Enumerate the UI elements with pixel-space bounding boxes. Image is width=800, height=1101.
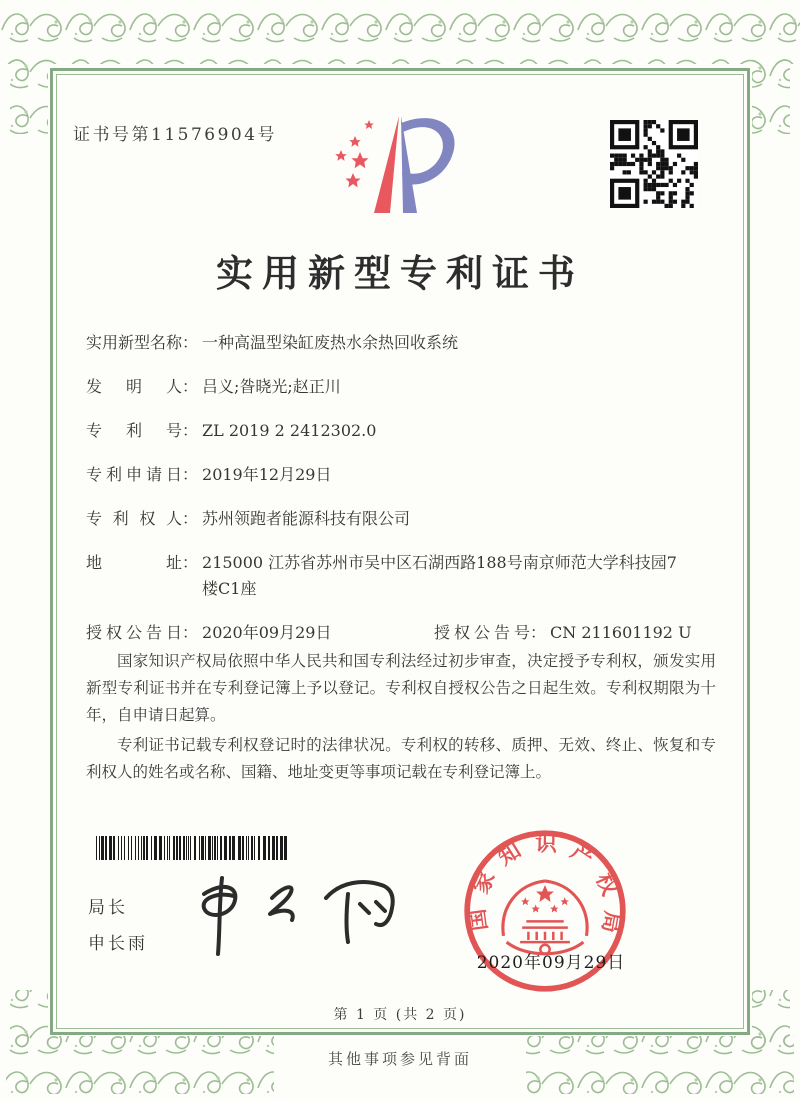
legal-text (86, 648, 716, 789)
svg-text:国家知识产权局 (465, 832, 625, 935)
legal-paragraph: 专利证书记载专利权登记时的法律状况。专利权的转移、质押、无效、终止、恢复和专利权人的姓名或名称、国籍、地址变更等事项记载在专利登记簿上。 (86, 736, 716, 781)
seal-date: 2020年09月29日 (476, 953, 626, 973)
grant-date-value: 2020年09月29日 (202, 623, 332, 642)
certificate-title: 实用新型专利证书 (216, 251, 584, 295)
field-row-name: 实用新型名称： 一种高温型染缸废热水余热回收系统 (86, 330, 722, 356)
field-row-filing-date: 专利申请日： 2019年12月29日 (86, 462, 722, 488)
field-row-address: 地址： 215000 江苏省苏州市吴中区石湖西路188号南京师范大学科技园7楼C1座 (86, 550, 722, 602)
cnipa-logo-icon (333, 111, 473, 217)
field-value: 吕义;昝晓光;赵正川 (202, 377, 341, 396)
field-label: 专利号 (86, 421, 182, 440)
field-row-inventors: 发明人： 吕义;昝晓光;赵正川 (86, 374, 722, 400)
field-label: 发明人 (86, 377, 182, 396)
field-label: 专利权人 (86, 509, 182, 528)
field-row-grant: 授权公告日： 2020年09月29日 授权公告号： CN 211601192 U (86, 620, 722, 646)
certificate-fields (86, 330, 722, 664)
field-label: 专利申请日 (86, 465, 182, 484)
field-row-patent-no: 专利号： ZL 2019 2 2412302.0 (86, 418, 722, 444)
grant-no-value: CN 211601192 U (550, 623, 692, 642)
director-block (88, 893, 148, 965)
field-label: 授权公告日 (86, 623, 182, 642)
footer-note: 其他事项参见背面 (327, 1050, 472, 1068)
director-name: 申长雨 (88, 934, 148, 954)
seal-text: 国家知识产权局 (465, 831, 625, 935)
barcode (94, 836, 290, 860)
certificate-number: 证书号第11576904号 (73, 125, 278, 145)
field-label: 实用新型名称 (86, 333, 183, 352)
director-title: 局长 (88, 898, 128, 918)
field-row-patentee: 专利权人： 苏州领跑者能源科技有限公司 (86, 506, 722, 532)
qr-code (610, 120, 698, 208)
page-number: 第 1 页 (共 2 页) (333, 1007, 467, 1023)
field-value: 一种高温型染缸废热水余热回收系统 (202, 333, 459, 352)
director-signature-icon (188, 864, 403, 960)
field-label: 地址 (86, 553, 182, 572)
field-value: 苏州领跑者能源科技有限公司 (202, 509, 411, 528)
legal-paragraph: 国家知识产权局依照中华人民共和国专利法经过初步审查，决定授予专利权，颁发实用新型专利证书并在专利登记簿上予以登记。专利权自授权公告之日起生效。专利权期限为十年，自申请日起算。 (86, 652, 716, 724)
field-value: ZL 2019 2 2412302.0 (202, 421, 377, 440)
field-label: 授权公告号 (434, 623, 531, 642)
field-value: 215000 江苏省苏州市吴中区石湖西路188号南京师范大学科技园7楼C1座 (202, 553, 677, 598)
field-value: 2019年12月29日 (202, 465, 332, 484)
